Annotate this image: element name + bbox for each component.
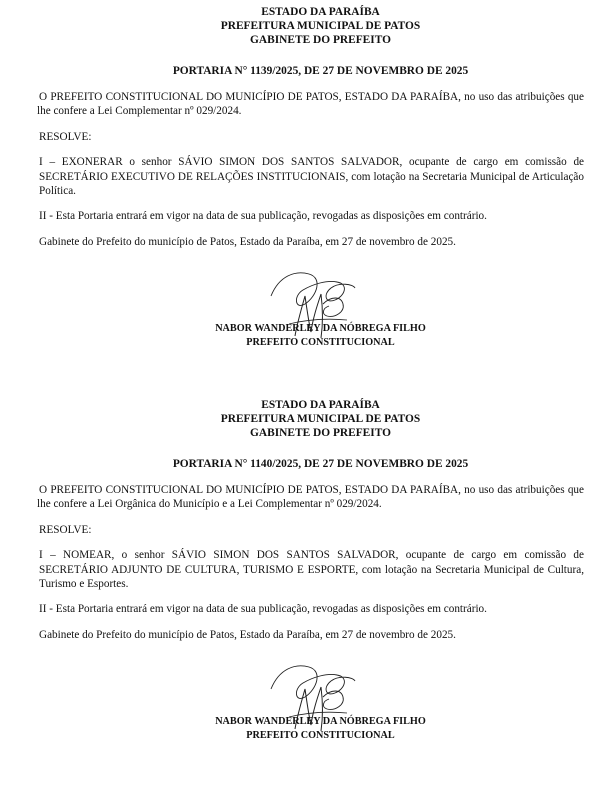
signatory-role: PREFEITO CONSTITUCIONAL: [246, 730, 395, 742]
preamble-text: O PREFEITO CONSTITUCIONAL DO MUNICÍPIO DE PATOS, ESTADO DA PARAÍBA, no uso das atribuições que lhe confere a Lei Complementar nº 029/2024.: [37, 91, 584, 118]
header-gabinete: GABINETE DO PREFEITO: [250, 34, 391, 46]
header-state: ESTADO DA PARAÍBA: [261, 6, 380, 18]
preamble: [37, 483, 584, 512]
signature-block: [37, 653, 584, 742]
header-state: ESTADO DA PARAÍBA: [261, 399, 380, 411]
closing-line: Gabinete do Prefeito do município de Patos, Estado da Paraíba, em 27 de novembro de 2025.: [39, 235, 456, 248]
signature-block: [37, 260, 584, 349]
article-1: I – EXONERAR o senhor SÁVIO SIMON DOS SANTOS SALVADOR, ocupante de cargo em comissão de SECRETÁRIO EXECUTIVO DE RELAÇÕES INSTITUCIONAIS, com lotação na Secretaria Municipal de Articulação Política.: [39, 156, 584, 197]
resolve-label: RESOLVE:: [39, 523, 92, 536]
signatory-name: NABOR WANDERLEY DA NÓBREGA FILHO: [215, 716, 426, 728]
header-prefeitura: PREFEITURA MUNICIPAL DE PATOS: [220, 413, 421, 425]
closing-line: Gabinete do Prefeito do município de Patos, Estado da Paraíba, em 27 de novembro de 2025.: [39, 628, 456, 641]
portaria-title: PORTARIA N° 1139/2025, DE 27 DE NOVEMBRO DE 2025: [172, 65, 469, 77]
preamble-text: O PREFEITO CONSTITUCIONAL DO MUNICÍPIO DE PATOS, ESTADO DA PARAÍBA, no uso das atribuições que lhe confere a Lei Orgânica do Município e a Lei Complementar nº 029/2024.: [37, 484, 584, 511]
article-2: II - Esta Portaria entrará em vigor na data de sua publicação, revogadas as disposições em contrário.: [39, 210, 487, 223]
article-2: II - Esta Portaria entrará em vigor na data de sua publicação, revogadas as disposições em contrário.: [39, 603, 487, 616]
resolve-label: RESOLVE:: [39, 130, 92, 143]
portaria-title: PORTARIA N° 1140/2025, DE 27 DE NOVEMBRO DE 2025: [172, 458, 469, 470]
header-gabinete: GABINETE DO PREFEITO: [250, 427, 391, 439]
article-1: I – NOMEAR, o senhor SÁVIO SIMON DOS SANTOS SALVADOR, ocupante de cargo em comissão de SECRETÁRIO ADJUNTO DE CULTURA, TURISMO E ESPORTE, com lotação na Secretaria Municipal de Cultura, Turismo e Esportes.: [39, 549, 584, 590]
signatory-name: NABOR WANDERLEY DA NÓBREGA FILHO: [215, 323, 426, 335]
portaria-1139: [37, 5, 584, 349]
preamble: [37, 90, 584, 119]
header-prefeitura: PREFEITURA MUNICIPAL DE PATOS: [220, 20, 421, 32]
portaria-1140: [37, 398, 584, 742]
signatory-role: PREFEITO CONSTITUCIONAL: [246, 337, 395, 349]
